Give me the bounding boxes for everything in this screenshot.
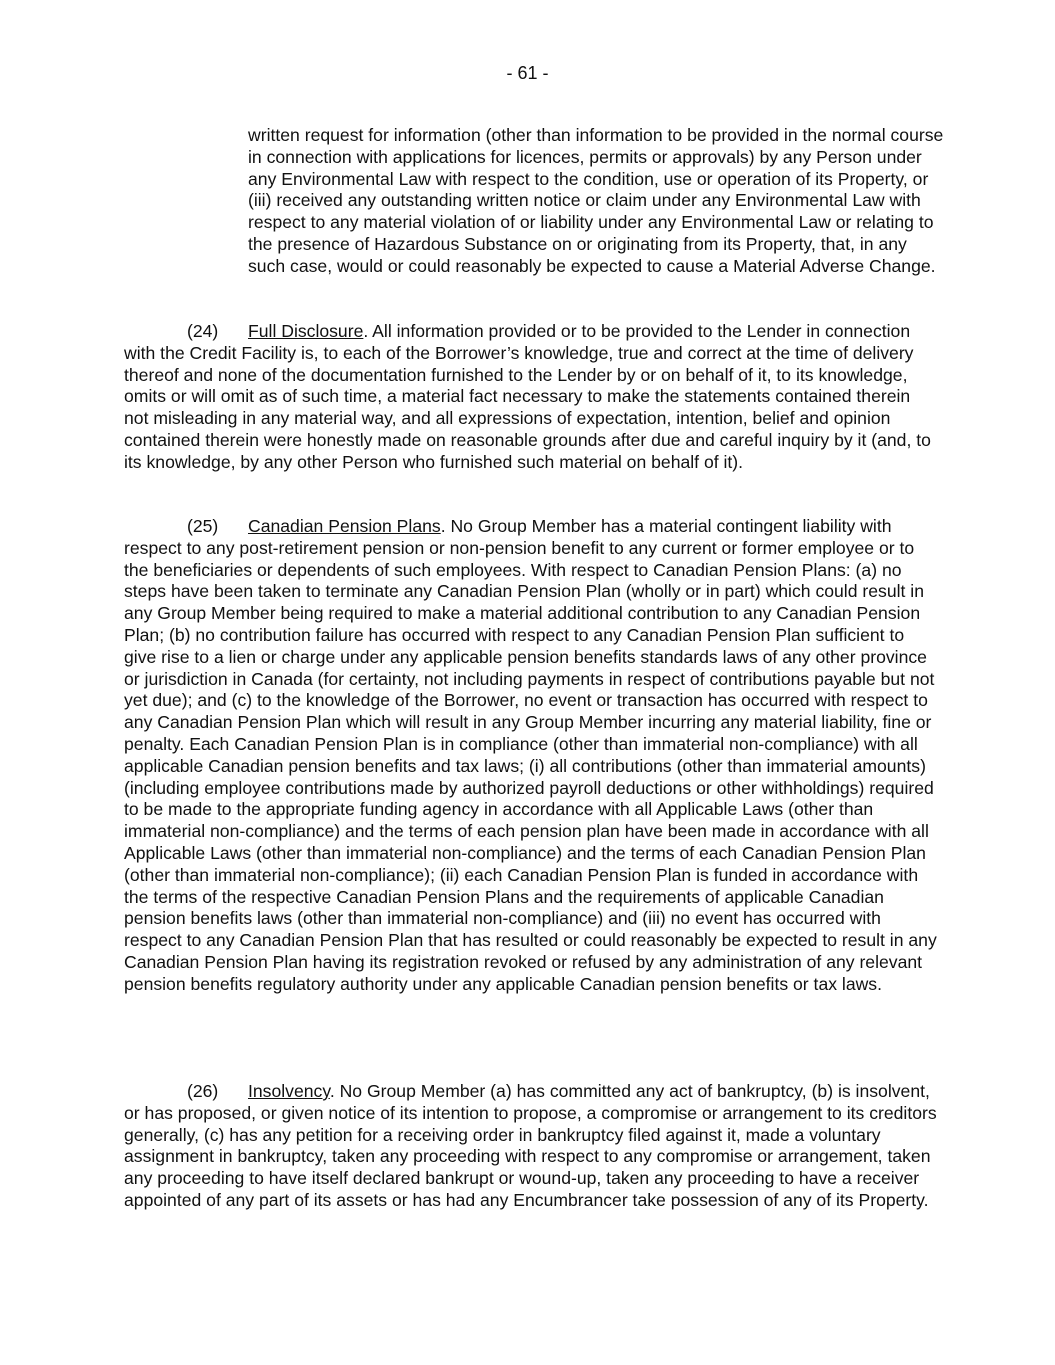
section-number: (24)	[187, 321, 219, 341]
section-canadian-pension-plans	[124, 516, 939, 996]
section-body: . No Group Member (a) has committed any act of bankruptcy, (b) is insolvent, or has proposed, or given notice of its intention to propose, a compromise or arrangement to its creditors generally, (c) has any petition for a receiving order in bankruptcy filed against it, made a voluntary assignment in bankruptcy, taken any proceeding with respect to any compromise or arrangement, taken any proceeding to have itself declared bankrupt or wound-up, taken any proceeding to have a receiver appointed of any part of its assets or has had any Encumbrancer take possession of any of its Property.	[124, 1081, 937, 1210]
section-heading: Insolvency	[248, 1081, 330, 1101]
section-body: . All information provided or to be provided to the Lender in connection with the Credit Facility is, to each of the Borrower’s knowledge, true and correct at the time of delivery thereof and none of the documentation furnished to the Lender by or on behalf of it, to its knowledge, omits or will omit as of such time, a material fact necessary to make the statements contained therein not misleading in any material way, and all expressions of expectation, intention, belief and opinion contained therein were honestly made on reasonable grounds after due and careful inquiry by it (and, to its knowledge, by any other Person who furnished such material on behalf of it).	[124, 321, 931, 472]
section-heading: Full Disclosure	[248, 321, 364, 341]
continuation-paragraph: written request for information (other than information to be provided in the normal course in connection with applications for licences, permits or approvals) by any Person under any Environmental Law with respect to the condition, use or operation of its Property, or (iii) received any outstanding written notice or claim under any Environmental Law with respect to any material violation of or liability under any Environmental Law or relating to the presence of Hazardous Substance on or originating from its Property, that, in any such case, would or could reasonably be expected to cause a Material Adverse Change.	[248, 125, 944, 276]
section-number: (26)	[187, 1081, 219, 1101]
section-body: . No Group Member has a material contingent liability with respect to any post-retirement pension or non-pension benefit to any current or former employee or to the beneficiaries or dependents of such employees. With respect to Canadian Pension Plans: (a) no steps have been taken to terminate any Canadian Pension Plan (wholly or in part) which could result in any Group Member being required to make a material additional contribution to any Canadian Pension Plan; (b) no contribution failure has occurred with respect to any Canadian Pension Plan sufficient to give rise to a lien or charge under any applicable pension benefits standards laws of any other province or jurisdiction in Canada (for certainty, not including payments in respect of contributions payable but not yet due); and (c) to the knowledge of the Borrower, no event or transaction has occurred with respect to any Canadian Pension Plan which will result in any Group Member incurring any material liability, fine or penalty. Each Canadian Pension Plan is in compliance (other than immaterial non-compliance) with all applicable Canadian pension benefits and tax laws; (i) all contributions (other than immaterial amounts) (including employee contributions made by authorized payroll deductions or other withholdings) required to be made to the appropriate funding agency in accordance with all Applicable Laws (other than immaterial non-compliance) and the terms of each pension plan have been made in accordance with all Applicable Laws (other than immaterial non-compliance) and the terms of each Canadian Pension Plan (other than immaterial non-compliance); (ii) each Canadian Pension Plan is funded in accordance with the terms of the respective Canadian Pension Plans and the requirements of applicable Canadian pension benefits laws (other than immaterial non-compliance) and (iii) no event has occurred with respect to any Canadian Pension Plan that has resulted or could reasonably be expected to result in any Canadian Pension Plan having its registration revoked or refused by any administration of any relevant pension benefits regulatory authority under any applicable Canadian pension benefits or tax laws.	[124, 516, 937, 994]
section-full-disclosure	[124, 321, 939, 474]
section-number: (25)	[187, 516, 219, 536]
section-heading: Canadian Pension Plans	[248, 516, 441, 536]
section-insolvency	[124, 1081, 939, 1212]
page-number: - 61 -	[506, 63, 549, 83]
